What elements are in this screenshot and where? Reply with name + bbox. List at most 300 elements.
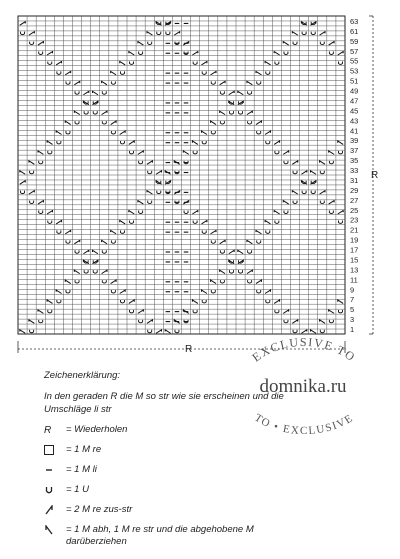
k2tog-mark (156, 171, 161, 174)
k2tog-mark (192, 211, 197, 214)
yarn-over-mark (93, 270, 97, 273)
yarn-over-mark (329, 52, 333, 55)
watermark-arc-bottom: TO • EXCLUSIVE (252, 411, 356, 434)
empty-square-icon (44, 444, 66, 456)
yarn-over-mark (39, 161, 43, 164)
k2tog-mark (265, 131, 270, 134)
yarn-over-mark (175, 330, 179, 333)
yarn-over-mark (166, 32, 170, 35)
yarn-over-mark (30, 330, 34, 333)
skpo-mark (238, 250, 243, 253)
skpo-mark (220, 270, 225, 273)
yarn-over-mark (30, 201, 34, 204)
k2tog-mark (129, 141, 134, 144)
legend-heading: Zeichenerklärung: (44, 370, 121, 381)
watermark-arc-top: EXCLUSIVE TO (249, 334, 359, 365)
yarn-over-mark (284, 211, 288, 214)
yarn-over-mark (75, 91, 79, 94)
row-number-label: 49 (350, 86, 359, 96)
skpo-mark (310, 171, 315, 174)
k2tog-mark (138, 151, 143, 154)
skpo-mark (211, 280, 216, 283)
skpo-mark (65, 280, 70, 283)
svg-text:TO • EXCLUSIVE (252, 412, 356, 434)
k2tog-mark (301, 171, 306, 174)
yarn-over-mark (220, 121, 224, 124)
skpo-mark (47, 300, 52, 303)
yarn-over-mark (57, 300, 61, 303)
row-number-label: 31 (350, 175, 359, 185)
row-number-label: 43 (350, 116, 359, 126)
row-number-label: 51 (350, 76, 359, 86)
yarn-over-mark (284, 161, 288, 164)
k2tog-mark (147, 161, 152, 164)
yarn-over-mark (93, 111, 97, 114)
k2tog-mark (156, 330, 161, 333)
repeat-label-right: R (371, 170, 379, 181)
k2tog-mark (220, 240, 225, 243)
yarn-over-mark (139, 161, 143, 164)
k2tog-mark (256, 280, 261, 283)
k2tog-mark (138, 310, 143, 313)
row-number-label: 55 (350, 56, 359, 66)
yarn-over-mark (57, 141, 61, 144)
yarn-over-mark (130, 310, 134, 313)
yarn-over-mark (30, 171, 34, 174)
yarn-over-mark (130, 220, 134, 223)
repeat-label-bottom: R (185, 344, 193, 355)
skpo-mark (265, 61, 270, 64)
skpo-mark (265, 220, 270, 223)
row-number-label: 17 (350, 245, 359, 255)
skpo-mark (256, 230, 261, 233)
yarn-over-mark (148, 42, 152, 45)
skpo-mark (220, 111, 225, 114)
yarn-over-mark (311, 32, 315, 35)
yarn-over-mark (148, 171, 152, 174)
row-number-label: 27 (350, 195, 359, 205)
row-number-label: 37 (350, 146, 359, 156)
yarn-over-mark (302, 32, 306, 35)
yarn-over-mark (66, 81, 70, 84)
row-number-label: 23 (350, 215, 359, 225)
k2tog-mark (292, 320, 297, 323)
yarn-over-mark (248, 250, 252, 253)
skpo-mark (256, 71, 261, 74)
k2tog-mark (320, 191, 325, 194)
left-slant-icon (44, 524, 66, 536)
yarn-over-mark (284, 320, 288, 323)
yarn-over-mark (193, 151, 197, 154)
yarn-over-mark (248, 91, 252, 94)
skpo-mark (338, 141, 343, 144)
skpo-mark (47, 141, 52, 144)
yarn-over-mark (211, 290, 215, 293)
k2tog-mark (38, 201, 43, 204)
k2tog-mark (292, 161, 297, 164)
yarn-over-mark (75, 280, 79, 283)
legend-item-knit (44, 444, 294, 457)
skpo-mark (147, 32, 152, 35)
yarn-over-mark (338, 151, 342, 154)
skpo-mark (29, 161, 34, 164)
yarn-over-mark (75, 121, 79, 124)
yarn-over-mark (229, 111, 233, 114)
yarn-over-mark (120, 230, 124, 233)
k2tog-mark (65, 230, 70, 233)
skpo-mark (111, 71, 116, 74)
k2tog-mark (102, 111, 107, 114)
legend-item-text: = Wiederholen (66, 424, 128, 436)
yarn-over-mark (120, 71, 124, 74)
skpo-mark (92, 91, 97, 94)
row-number-labels (350, 17, 358, 334)
yarn-over-mark (21, 32, 25, 35)
skpo-mark (338, 300, 343, 303)
k2tog-mark (83, 250, 88, 253)
skpo-mark (129, 52, 134, 55)
yarn-over-mark (266, 230, 270, 233)
yarn-over-mark (102, 121, 106, 124)
k2tog-mark (111, 121, 116, 124)
k2tog-mark (265, 290, 270, 293)
row-number-label: 29 (350, 185, 359, 195)
k2tog-mark (229, 250, 234, 253)
yarn-over-mark (139, 211, 143, 214)
skpo-mark (65, 121, 70, 124)
legend-item-skpo (44, 524, 294, 550)
k2tog-mark (247, 270, 252, 273)
yarn-over-mark (293, 171, 297, 174)
yarn-over-mark (248, 121, 252, 124)
k2tog-mark (147, 320, 152, 323)
row-number-label: 41 (350, 126, 359, 136)
k2tog-mark (56, 61, 61, 64)
yarn-over-mark (211, 131, 215, 134)
skpo-mark (129, 211, 134, 214)
yarn-over-mark (39, 52, 43, 55)
legend-item-text: = 1 M li (66, 464, 97, 476)
svg-text:EXCLUSIVE TO (249, 335, 358, 365)
row-number-label: 5 (350, 305, 355, 315)
yarn-over-mark (257, 290, 261, 293)
k2tog-mark (111, 280, 116, 283)
skpo-mark (292, 32, 297, 35)
k2tog-mark (229, 91, 234, 94)
yarn-over-mark (193, 61, 197, 64)
yarn-over-mark (102, 280, 106, 283)
k2tog-mark (338, 52, 343, 55)
yarn-over-mark (193, 310, 197, 313)
yarn-over-mark (239, 270, 243, 273)
yarn-over-mark (257, 131, 261, 134)
row-number-label: 19 (350, 235, 359, 245)
yarn-over-mark (111, 131, 115, 134)
k2tog-mark (201, 61, 206, 64)
yarn-over-mark (338, 310, 342, 313)
k2tog-mark (74, 81, 79, 84)
skpo-mark (102, 240, 107, 243)
skpo-mark (310, 330, 315, 333)
row-number-label: 63 (350, 16, 359, 26)
k2tog-mark (274, 141, 279, 144)
yarn-over-mark (211, 81, 215, 84)
yarn-over-mark (329, 161, 333, 164)
skpo-mark (138, 42, 143, 45)
yarn-over-mark (139, 52, 143, 55)
skpo-mark (138, 201, 143, 204)
yarn-over-mark (66, 240, 70, 243)
yarn-over-mark (275, 220, 279, 223)
skpo-mark (274, 52, 279, 55)
yarn-over-mark (102, 91, 106, 94)
row-number-label: 59 (350, 36, 359, 46)
k2tog-mark (329, 42, 334, 45)
k2tog-mark (274, 300, 279, 303)
skpo-mark (20, 171, 25, 174)
yarn-over-mark (48, 310, 52, 313)
row-number-label: 1 (350, 325, 355, 335)
yarn-over-mark (338, 61, 342, 64)
yarn-over-mark (48, 151, 52, 154)
k2tog-mark (29, 32, 34, 35)
k2tog-mark (211, 71, 216, 74)
skpo-mark (56, 290, 61, 293)
yarn-over-mark (211, 240, 215, 243)
k2tog-mark (129, 300, 134, 303)
k2tog-mark (120, 131, 125, 134)
skpo-mark (120, 220, 125, 223)
yarn-over-mark (130, 61, 134, 64)
row-number-label: 3 (350, 315, 355, 325)
k2tog-mark (47, 52, 52, 55)
yarn-over-mark (57, 230, 61, 233)
yarn-over-mark (257, 81, 261, 84)
row-number-label: 13 (350, 265, 359, 275)
skpo-mark (274, 211, 279, 214)
k2tog-mark (47, 211, 52, 214)
skpo-mark (102, 81, 107, 84)
legend-item-k2tog (44, 504, 294, 517)
yarn-over-mark (157, 191, 161, 194)
yarn-over-mark (320, 330, 324, 333)
chart-grid (18, 16, 345, 334)
row-number-label: 33 (350, 166, 359, 176)
yarn-over-mark (48, 61, 52, 64)
yarn-over-mark (202, 300, 206, 303)
yarn-over-mark (102, 250, 106, 253)
yarn-over-mark (275, 61, 279, 64)
yarn-over-mark (220, 250, 224, 253)
row-number-label: 15 (350, 255, 359, 265)
skpo-mark (283, 42, 288, 45)
row-number-label: 57 (350, 46, 359, 56)
yarn-over-mark (193, 220, 197, 223)
k2tog-mark (301, 330, 306, 333)
k2tog-mark (56, 220, 61, 223)
yarn-over-mark (57, 71, 61, 74)
skpo-mark (320, 320, 325, 323)
k2tog-mark (20, 22, 25, 25)
dash-icon (44, 464, 66, 476)
legend-item-yarn-over (44, 484, 294, 497)
yarn-over-mark (293, 42, 297, 45)
k2tog-mark (192, 52, 197, 55)
yarn-over-mark (21, 191, 25, 194)
k2tog-mark (220, 81, 225, 84)
skpo-mark (247, 81, 252, 84)
k2tog-mark (174, 32, 179, 35)
skpo-mark (29, 320, 34, 323)
yarn-over-mark (266, 300, 270, 303)
yarn-over-mark (130, 151, 134, 154)
yarn-over-mark (148, 330, 152, 333)
skpo-mark (56, 131, 61, 134)
yarn-over-mark (293, 330, 297, 333)
k2tog-mark (201, 220, 206, 223)
yarn-over-mark (302, 191, 306, 194)
k2tog-mark (83, 91, 88, 94)
skpo-mark (320, 161, 325, 164)
skpo-mark (192, 141, 197, 144)
k2tog-mark (74, 240, 79, 243)
k2tog-mark (38, 42, 43, 45)
yarn-over-mark (320, 42, 324, 45)
yarn-over-mark (320, 171, 324, 174)
skpo-mark (38, 151, 43, 154)
legend-item-purl (44, 464, 294, 477)
letter-r-icon: R (44, 424, 52, 436)
yarn-over-mark (257, 240, 261, 243)
row-number-label: 39 (350, 136, 359, 146)
k2tog-mark (211, 230, 216, 233)
skpo-mark (20, 330, 25, 333)
watermark-site: domnika.ru (259, 376, 347, 397)
skpo-mark (92, 250, 97, 253)
skpo-mark (111, 230, 116, 233)
yarn-over-mark (48, 220, 52, 223)
k2tog-mark (283, 310, 288, 313)
k2tog-mark (256, 121, 261, 124)
yarn-over-mark (220, 280, 224, 283)
yarn-over-mark (338, 220, 342, 223)
skpo-mark (292, 191, 297, 194)
row-number-label: 11 (350, 275, 358, 285)
row-number-label: 21 (350, 225, 359, 235)
yarn-over-mark (275, 310, 279, 313)
yarn-over-mark (266, 71, 270, 74)
row-number-label: 35 (350, 156, 359, 166)
skpo-mark (147, 191, 152, 194)
yarn-over-mark (320, 201, 324, 204)
yarn-over-mark (248, 280, 252, 283)
yarn-over-mark (284, 52, 288, 55)
k2tog-mark (329, 201, 334, 204)
skpo-mark (165, 330, 170, 333)
yarn-over-mark (120, 141, 124, 144)
yarn-over-mark (30, 42, 34, 45)
yarn-over-mark (111, 81, 115, 84)
row-number-label: 9 (350, 285, 355, 295)
legend-intro: In den geraden R die M so str wie sie erscheinen und die Umschläge li str (44, 390, 284, 415)
k2tog-mark (247, 111, 252, 114)
k2tog-mark (20, 181, 25, 184)
yarn-over-mark (120, 300, 124, 303)
row-number-label: 53 (350, 66, 359, 76)
yarn-over-mark (266, 141, 270, 144)
legend-item-text: = 1 M abh, 1 M re str und die abgehobene M darüberziehen (66, 523, 254, 548)
yarn-over-mark (202, 230, 206, 233)
skpo-mark (211, 121, 216, 124)
row-number-label: 25 (350, 205, 359, 215)
skpo-mark (201, 131, 206, 134)
yarn-over-mark (275, 151, 279, 154)
skpo-mark (183, 151, 188, 154)
yarn-over-mark (66, 131, 70, 134)
row-number-label: 45 (350, 106, 359, 116)
yarn-over-mark (148, 201, 152, 204)
legend-item-text: = 1 U (66, 483, 89, 495)
yarn-over-mark (66, 290, 70, 293)
yarn-over-mark (202, 71, 206, 74)
yarn-over-mark (111, 290, 115, 293)
yarn-over-mark (329, 211, 333, 214)
k2tog-mark (283, 151, 288, 154)
yarn-over-mark (157, 32, 161, 35)
u-loop-icon (44, 484, 66, 496)
row-number-label: 47 (350, 96, 359, 106)
skpo-mark (201, 290, 206, 293)
yarn-over-mark (111, 240, 115, 243)
skpo-mark (38, 310, 43, 313)
skpo-mark (120, 61, 125, 64)
k2tog-mark (102, 270, 107, 273)
yarn-over-mark (84, 270, 88, 273)
skpo-mark (329, 310, 334, 313)
k2tog-mark (338, 211, 343, 214)
legend-item-text: = 1 M re (66, 444, 102, 456)
yarn-over-mark (329, 320, 333, 323)
skpo-mark (238, 91, 243, 94)
row-number-label: 61 (350, 26, 359, 36)
skpo-mark (74, 270, 79, 273)
yarn-over-mark (139, 320, 143, 323)
yarn-over-mark (75, 250, 79, 253)
yarn-over-mark (311, 191, 315, 194)
yarn-over-mark (84, 111, 88, 114)
row-number-label: 7 (350, 295, 355, 305)
repeat-bracket-right (369, 16, 378, 334)
skpo-mark (192, 300, 197, 303)
skpo-mark (247, 240, 252, 243)
k2tog-mark (65, 71, 70, 74)
skpo-mark (329, 151, 334, 154)
yarn-over-mark (39, 211, 43, 214)
yarn-over-mark (202, 141, 206, 144)
legend-item-text: = 2 M re zus-str (66, 503, 133, 515)
yarn-over-mark (293, 201, 297, 204)
yarn-over-mark (229, 270, 233, 273)
right-slant-icon (44, 504, 66, 516)
k2tog-mark (29, 191, 34, 194)
yarn-over-mark (39, 320, 43, 323)
yarn-over-mark (220, 91, 224, 94)
watermark-stamp (218, 334, 388, 434)
k2tog-mark (120, 290, 125, 293)
skpo-mark (283, 201, 288, 204)
yarn-over-mark (239, 111, 243, 114)
yarn-over-mark (184, 211, 188, 214)
